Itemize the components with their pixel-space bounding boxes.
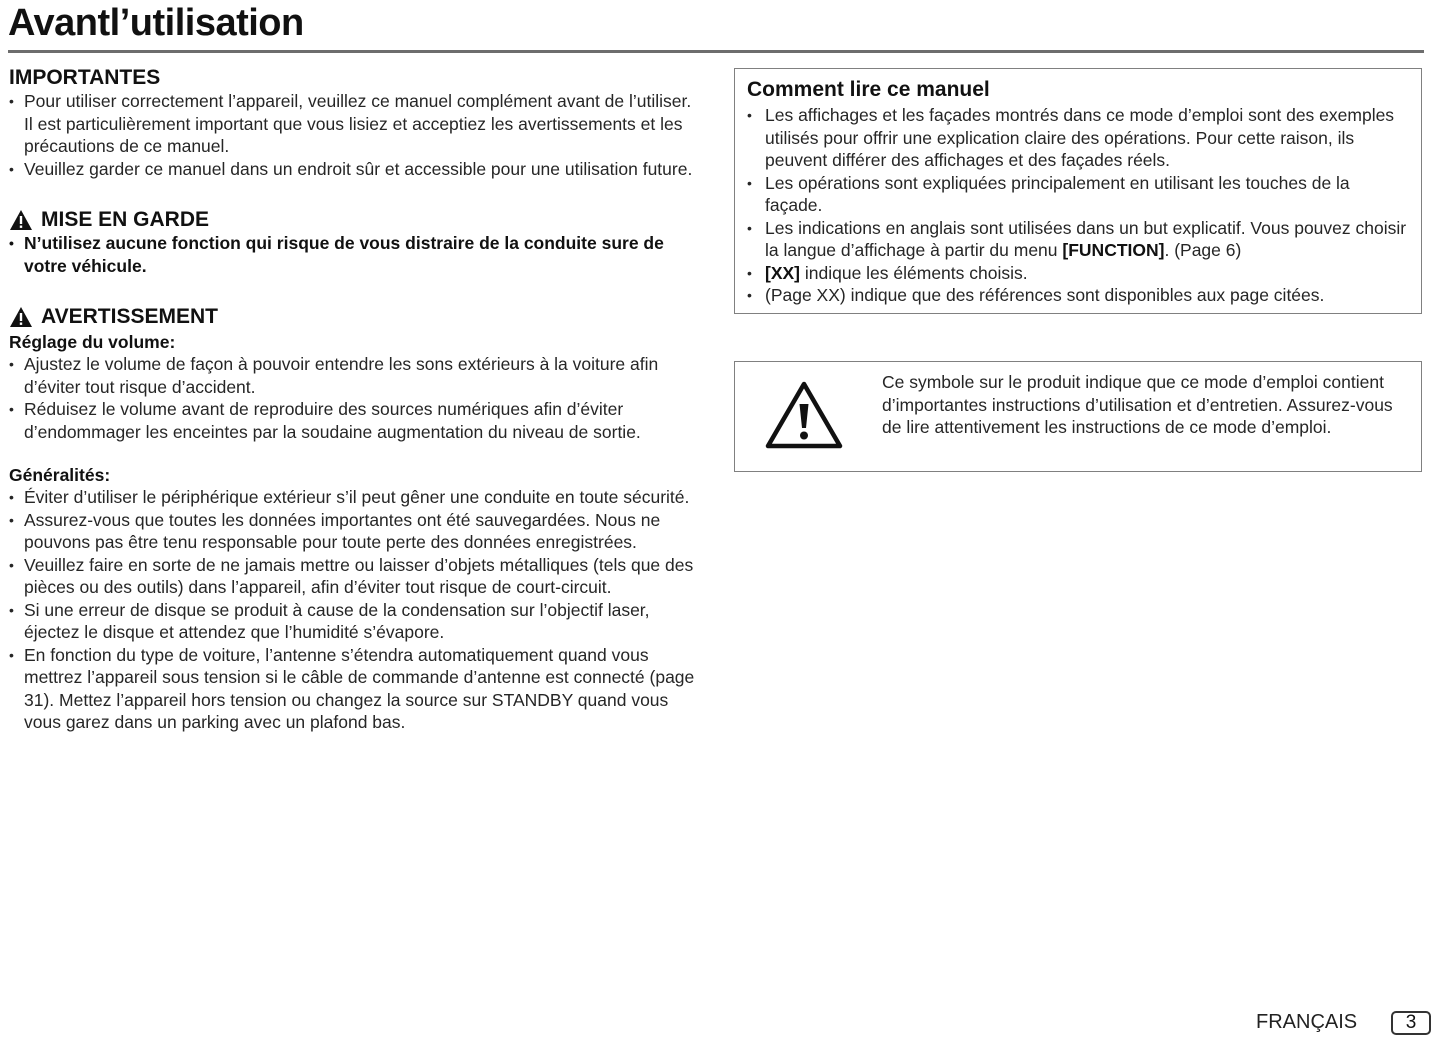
list-item: • Si une erreur de disque se produit à cause de la condensation sur l’objectif laser, éjectez le disque et attendez que l’humidité s’évapore.: [9, 599, 704, 644]
list-item: • Pour utiliser correctement l’appareil, veuillez ce manuel complément avant de l’utiliser. Il est particulièrement important que vous lisiez et acceptiez les avertissements et les précautions de ce manuel.: [9, 90, 704, 158]
list-item: [747, 262, 1409, 285]
list-item: [747, 217, 1409, 262]
mise-en-garde-list: [9, 232, 704, 277]
list-item: • En fonction du type de voiture, l’antenne s’étendra automatiquement quand vous mettrez l’appareil sous tension si le câble de commande d’antenne est connecté (page 31). Mettez l’appareil hors tension ou changez la source sur STANDBY quand vous vous garez dans un parking avec un plafond bas.: [9, 644, 704, 734]
list-item: • (Page XX) indique que des références sont disponibles aux page citées.: [747, 284, 1409, 307]
language-text: Les indications en anglais sont utilisées dans un but explicatif. Vous pouvez choisir la langue d’affichage à partir du menu: [765, 217, 1407, 260]
list-item: • Veuillez faire en sorte de ne jamais mettre ou laisser d’objets métalliques (tels que des pièces ou des outils) dans l’appareil, afin d’éviter tout risque de court-circuit.: [9, 554, 704, 599]
avertissement-label: AVERTISSEMENT: [41, 305, 218, 328]
list-item: • Assurez-vous que toutes les données importantes ont été sauvegardées. Nous ne pouvons pas être tenu responsable pour toute perte des données enregistrées.: [9, 509, 704, 554]
manual-info-box: [734, 68, 1422, 314]
list-item: • Éviter d’utiliser le périphérique extérieur s’il peut gêner une conduite en toute sécurité.: [9, 486, 704, 509]
reglage-volume-heading: Réglage du volume:: [9, 332, 176, 352]
warning-triangle-icon: [9, 209, 33, 231]
list-item: • Les opérations sont expliquées principalement en utilisant les touches de la façade.: [747, 172, 1409, 217]
importantes-section: [9, 66, 704, 180]
xx-text: indique les éléments choisis.: [800, 262, 1028, 283]
manual-list: [747, 104, 1409, 307]
importantes-list: [9, 90, 704, 180]
symbol-info-box: [734, 361, 1422, 472]
generalites-list: [9, 486, 704, 734]
list-item: • Veuillez garder ce manuel dans un endroit sûr et accessible pour une utilisation future.: [9, 158, 704, 181]
language-page-ref: . (Page 6): [1164, 240, 1242, 260]
mise-en-garde-heading: [9, 208, 704, 232]
function-key-label: [FUNCTION]: [1062, 240, 1165, 260]
list-item: • N’utilisez aucune fonction qui risque de vous distraire de la conduite sure de votre véhicule.: [9, 232, 704, 277]
list-item: • Ajustez le volume de façon à pouvoir entendre les sons extérieurs à la voiture afin d’éviter tout risque d’accident.: [9, 353, 704, 398]
manual-heading: Comment lire ce manuel: [747, 78, 990, 101]
xx-key-label: [XX]: [765, 262, 800, 283]
importantes-heading: IMPORTANTES: [9, 66, 161, 89]
reglage-volume-subsection: [9, 332, 704, 443]
avertissement-heading: [9, 305, 704, 329]
symbol-description: Ce symbole sur le produit indique que ce mode d’emploi contient d’importantes instructions d’utilisation et d’entretien. Assurez-vous de lire attentivement les instructions de ce mode d’emploi.: [882, 372, 1393, 437]
avertissement-section: [9, 305, 704, 734]
page-number: 3: [1391, 1011, 1431, 1035]
mise-en-garde-section: [9, 208, 704, 277]
list-item: • Réduisez le volume avant de reproduire des sources numériques afin d’éviter d’endommager les enceintes par la soudaine augmentation du niveau de sortie.: [9, 398, 704, 443]
footer-language: FRANÇAIS: [1256, 1011, 1358, 1033]
left-column: [9, 66, 704, 734]
mise-en-garde-label: MISE EN GARDE: [41, 208, 210, 231]
generalites-heading: Généralités:: [9, 465, 111, 485]
list-item: • Les affichages et les façades montrés dans ce mode d’emploi sont des exemples utilisés pour offrir une explication claire des opérations. Pour cette raison, ils peuvent différer des affichages et des façades réels.: [747, 104, 1409, 172]
warning-triangle-icon: [765, 380, 843, 450]
warning-triangle-icon: [9, 306, 33, 328]
reglage-volume-list: [9, 353, 704, 443]
title-rule: [8, 50, 1424, 53]
generalites-subsection: [9, 465, 704, 734]
page-title: Avantl’utilisation: [8, 2, 304, 44]
